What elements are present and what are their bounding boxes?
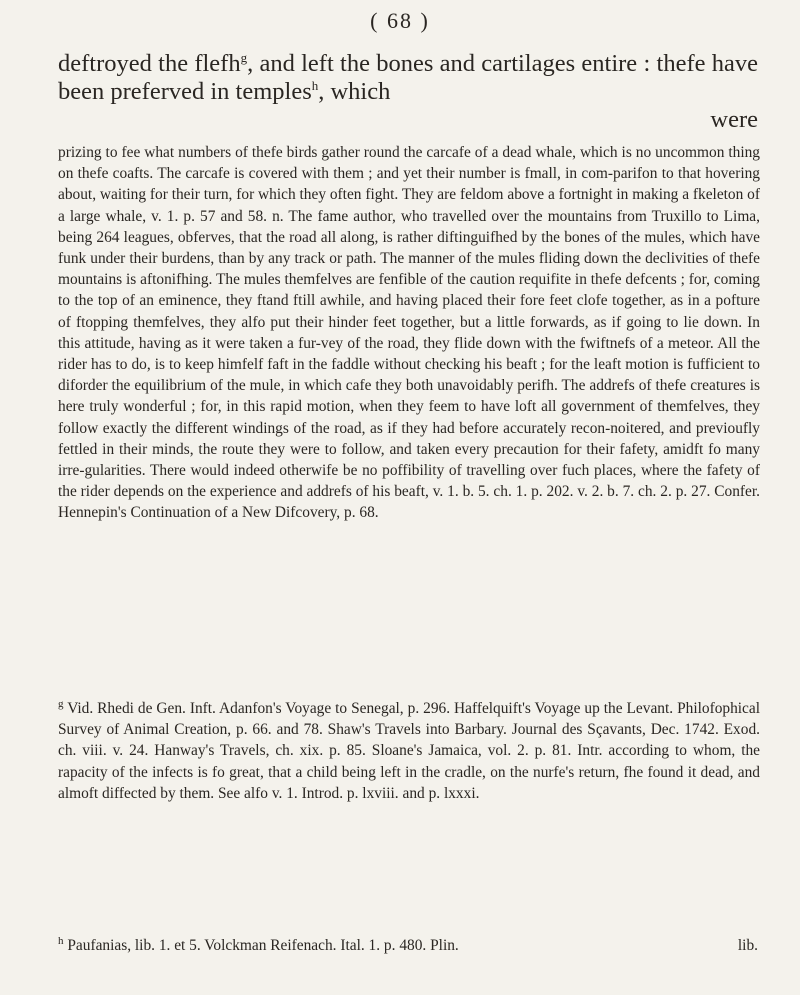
main-text-part-1: deftroyed the flefh [58, 50, 241, 77]
footnote-marker-g: g [240, 49, 248, 65]
main-text [58, 50, 758, 106]
footnote-h [58, 935, 698, 956]
footnote-g [58, 698, 760, 804]
footnote-g-text: Vid. Rhedi de Gen. Inft. Adanfon's Voyage to Senegal, p. 296. Haffelquift's Voyage up the Levant. Philofophical Survey of Animal Creation, p. 66. and 78. Shaw's Travels into Barbary. Journal des Sçavants, Dec. 1742. Exod. ch. viii. v. 24. Hanway's Travels, ch. xix. p. 85. Sloane's Jamaica, vol. 2. p. 81. Intr. according to whom, the rapacity of the infects is fo great, that a child being left in the cradle, on the nurfe's return, fhe found it dead, and almoft diffected by them. See alfo v. 1. Introd. p. lxviii. and p. lxxxi. [58, 700, 760, 802]
main-text-part-3: , which [318, 78, 391, 105]
continued-footnote: prizing to fee what numbers of thefe birds gather round the carcafe of a dead whale, which is no uncommon thing on thefe coafts. The carcafe is covered with them ; and yet their number is fmall, in com-parifon to that hovering about, waiting for their turn, for which they often fight. They are feldom above a fortnight in making a fkeleton of a large whale, v. 1. p. 57 and 58. n. The fame author, who travelled over the mountains from Truxillo to Lima, being 264 leagues, obferves, that the road all along, is rather diftinguifhed by the bones of the mules, which have funk under their burdens, than by any track or path. The manner of the mules fliding down the declivities of thefe mountains is aftonifhing. The mules themfelves are fenfible of the caution requifite in thefe defcents ; for, coming to the top of an eminence, they ftand ftill awhile, and having placed their fore feet clofe together, as in a pofture of ftopping themfelves, they alfo put their hinder feet together, but a little forwards, as if going to lie down. In this attitude, having as it were taken a fur-vey of the road, they flide down with the fwiftnefs of a meteor. All the rider has to do, is to keep himfelf faft in the faddle without checking his beaft ; for the leaft motion is fufficient to diforder the equilibrium of the mule, in which cafe they both unavoidably perifh. The addrefs of thefe creatures is here truly wonderful ; for, in this rapid motion, when they feem to have loft all government of themfelves, they follow exactly the different windings of the road, as if they had before accurately recon-noitered, and previoufly fettled in their minds, the route they were to follow, and taken every precaution for their fafety, amidft fo many irre-gularities. There would indeed otherwife be no poffibility of travelling over fuch places, where the fafety of the rider depends on the experience and addrefs of his beaft, v. 1. b. 5. ch. 1. p. 202. v. 2. b. 7. ch. 2. p. 27. Confer. Hennepin's Continuation of a New Difcovery, p. 68. [58, 144, 760, 522]
footer-catchword: lib. [737, 937, 758, 954]
footnote-g-mark: g [58, 697, 64, 710]
footnote-h-text: Paufanias, lib. 1. et 5. Volckman Reifenach. Ital. 1. p. 480. Plin. [67, 937, 459, 954]
page-number: ( 68 ) [370, 8, 430, 33]
footnote-marker-h: h [311, 77, 319, 93]
footnote-h-mark: h [58, 934, 64, 947]
main-text-part-2: , and left the bones and cartilages entire : thefe have been preferved in temples [58, 50, 758, 105]
main-catchword: were [710, 106, 758, 133]
